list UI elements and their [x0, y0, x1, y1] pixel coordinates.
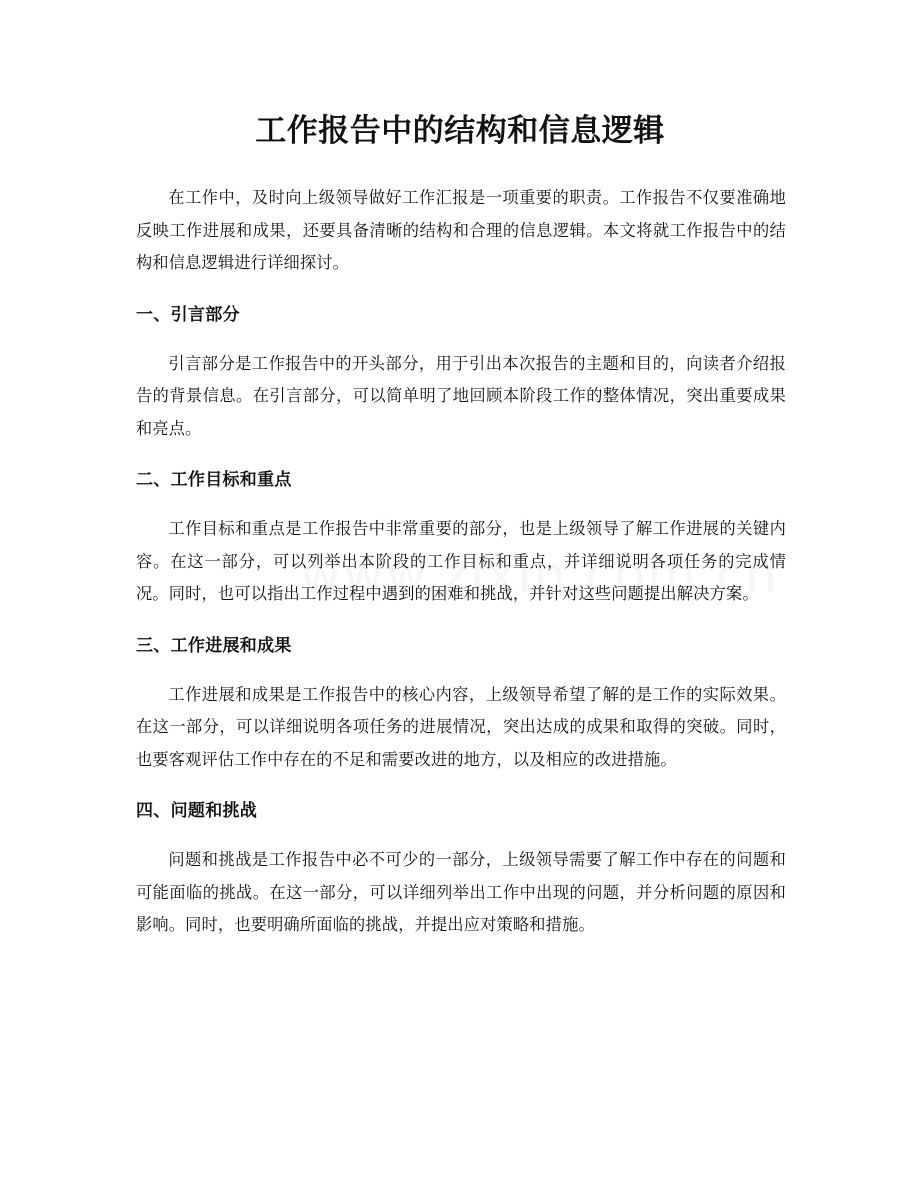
section-heading-introduction: 一、引言部分 — [136, 304, 240, 325]
intro-paragraph: 在工作中，及时向上级领导做好工作汇报是一项重要的职责。工作报告不仅要准确地反映工作进展和成果，还要具备清晰的结构和合理的信息逻辑。本文将就工作报告中的结构和信息逻辑进行详细探讨。 — [136, 188, 786, 272]
section-heading-challenges: 四、问题和挑战 — [136, 801, 258, 821]
section-paragraph-introduction: 引言部分是工作报告中的开头部分，用于引出本次报告的主题和目的，向读者介绍报告的背景信息。在引言部分，可以简单明了地回顾本阶段工作的整体情况，突出重要成果和亮点。 — [136, 353, 786, 438]
section-heading-goals: 二、工作目标和重点 — [136, 470, 292, 490]
page-title: 工作报告中的结构和信息逻辑 — [255, 113, 665, 149]
section-paragraph-goals: 工作目标和重点是工作报告中非常重要的部分，也是上级领导了解工作进展的关键内容。在这一部分，可以列举出本阶段的工作目标和重点，并详细说明各项任务的完成情况。同时，也可以指出工作过程中遇到的困难和挑战，并针对这些问题提出解决方案。 — [136, 519, 786, 603]
document-body — [136, 182, 786, 942]
section-paragraph-progress: 工作进展和成果是工作报告中的核心内容，上级领导希望了解的是工作的实际效果。在这一部分，可以详细说明各项任务的进展情况，突出达成的成果和取得的突破。同时，也要客观评估工作中存在的不足和需要改进的地方，以及相应的改进措施。 — [136, 684, 786, 769]
section-paragraph-challenges: 问题和挑战是工作报告中必不可少的一部分，上级领导需要了解工作中存在的问题和可能面临的挑战。在这一部分，可以详细列举出工作中出现的问题，并分析问题的原因和影响。同时，也要明确所面临的挑战，并提出应对策略和措施。 — [136, 850, 786, 934]
section-heading-progress: 三、工作进展和成果 — [136, 635, 292, 656]
